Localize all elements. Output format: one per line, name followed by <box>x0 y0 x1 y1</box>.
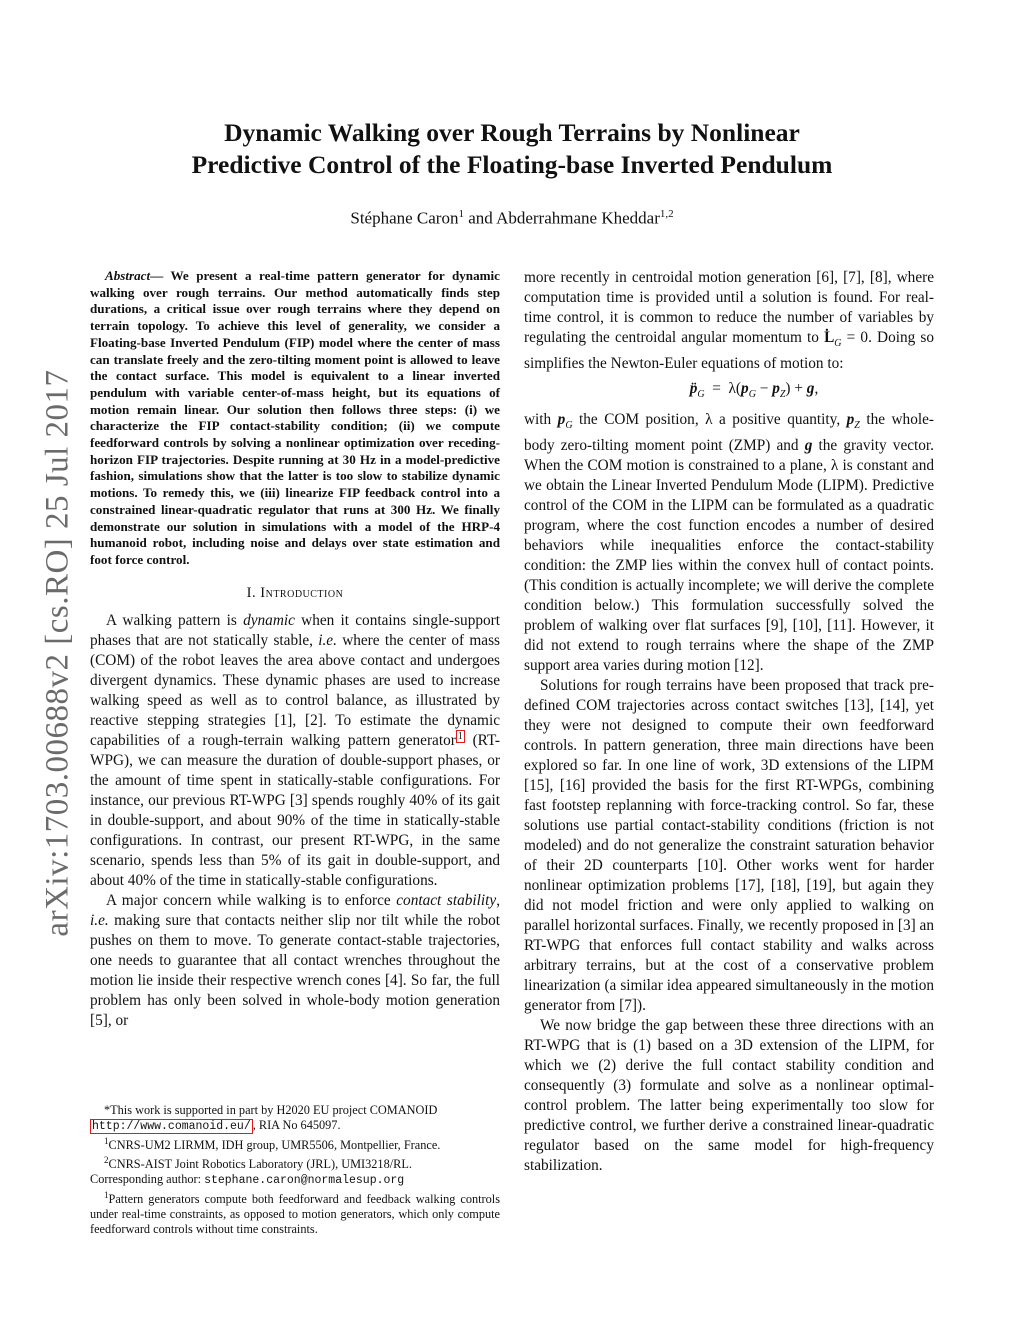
p1-text-c: where the center of mass (COM) of the robot leaves the area above contact and undergoes divergent dynamics. These dynamic phases are used to increase walking speed as well as to control balance, as illustrated by reactive stepping strategies [1], [2]. To estimate the dynamic capabilities of a rough-terrain walking pattern generator <box>90 631 500 749</box>
eq-lhs: p̈ <box>689 380 698 398</box>
corr-label: Corresponding author: <box>90 1172 205 1187</box>
right-paragraph-2 <box>524 410 934 676</box>
footnote-1 <box>90 1188 500 1237</box>
rp2-pg-sub: G <box>565 420 573 432</box>
p1-ie: i.e. <box>318 631 337 649</box>
fn1-mark: 1 <box>104 1190 109 1201</box>
eq-lhs-sub: G <box>697 389 705 401</box>
p1-text-a: A walking pattern is <box>106 611 244 629</box>
author-kheddar: Abderrahmane Kheddar <box>496 208 660 228</box>
comanoid-link[interactable]: http://www.comanoid.eu/ <box>92 1120 251 1133</box>
p2-ie: i.e. <box>90 911 109 929</box>
right-paragraph-4: We now bridge the gap between these three directions with an RT-WPG that is (1) based on a 3D extension of the LIPM, for which we (2) derive the full contact stability condition and consequently (3) formulate and solve as a nonlinear optimal-control problem. The latter being experimentally too slow for predictive control, we further derive a constrained linear-quadratic regulator based on the same model for high-frequency stabilization. <box>524 1017 934 1175</box>
footnote-affiliation-2 <box>90 1153 500 1172</box>
footnote-affiliation-1 <box>90 1134 500 1153</box>
aff1-mark: 1 <box>104 1136 109 1146</box>
title-line-1: Dynamic Walking over Rough Terrains by Nonlinear <box>224 118 800 147</box>
rp1-ldot: L̇ <box>824 329 835 346</box>
abstract-dash: — <box>150 268 171 283</box>
abstract-text: We present a real-time pattern generator for dynamic walking over rough terrains. Our method automatically finds step durations, a critical issue over rough terrains where they depend on terrain topology. To achieve this level of generality, we consider a Floating-base Inverted Pendulum (FIP) model where the center of mass can translate freely and the zero-tilting moment point is allowed to leave the contact surface. This model is equivalent to a linear inverted pendulum with variable center-of-mass height, but its equations of motion remain linear. Our solution then follows three steps: (i) we characterize the FIP contact-stability condition; (ii) we compute feedforward controls by solving a nonlinear optimization over receding-horizon FIP trajectories. Despite running at 30 Hz in a model-predictive fashion, simulations show that the latter is too slow to stabilize dynamic motions. To remedy this, we (iii) linearize FIP feedback control into a constrained linear-quadratic regulator that runs at 300 Hz. We finally demonstrate our solution in simulations with a model of the HRP-4 humanoid robot, including noise and delays over state estimation and foot force control. <box>90 268 500 567</box>
p2-text-b: , <box>496 891 501 909</box>
rp2-text-c: the whole-body zero-tilting moment point (ZMP) and <box>524 411 934 455</box>
author-caron: Stéphane Caron <box>350 208 459 228</box>
footnotes <box>90 1103 500 1237</box>
rp1-text-a: more recently in centroidal motion generation [6], [7], [8], where computation time is provided until a solution is found. For real-time control, it is common to reduce the number of variables by regulating the centroidal angular momentum to <box>524 269 934 346</box>
section-number: I. <box>246 584 261 601</box>
paper-title <box>100 117 924 181</box>
left-column <box>90 268 500 1031</box>
rp2-text-d: the gravity vector. When the COM motion is constrained to a plane, λ is constant and we obtain the Linear Inverted Pendulum Mode (LIPM). Predictive control of the COM in the LIPM can be formulated as a quadratic program, where the cost function encodes a number of desired behaviors while inequalities enforce the contact-stability condition: the ZMP lies within the convex hull of contact points. (This condition is actually incomplete; we will derive the complete condition below.) This formulation successfully solved the problem of walking over flat surfaces [9], [10], [11]. However, it did not extend to rough terrains where the shape of the ZMP support area varies during motion [12]. <box>524 437 934 675</box>
author-separator: and <box>463 208 497 228</box>
p2-text-c: making sure that contacts neither slip nor tilt while the robot pushes on them to move. To generate contact-stable trajectories, one needs to guarantee that all contact wrenches throughout the motion lie inside their respective wrench cones [4]. So far, the full problem has only been solved in whole-body motion generation [5], or <box>90 911 500 1029</box>
right-column <box>524 268 934 1176</box>
rp2-text-b: the COM position, λ a positive quantity, <box>572 411 847 429</box>
eq-p1-sub: G <box>748 389 756 401</box>
abstract <box>90 268 500 569</box>
eq-rest: ) + <box>785 380 807 398</box>
p2-contact-stability: contact stability <box>396 891 497 909</box>
aff1-text: CNRS-UM2 LIRMM, IDH group, UMR5506, Montpellier, France. <box>108 1138 441 1153</box>
author-kheddar-affiliation: 1,2 <box>659 208 674 220</box>
fn1-text: Pattern generators compute both feedforward and feedback walking controls under real-time constraints, as opposed to motion generators, which only compute feedforward controls without time constraints. <box>90 1192 500 1237</box>
section-heading-introduction <box>90 585 500 602</box>
rp1-text-b: = 0. Doing so simplifies the Newton-Euler equations of motion to: <box>524 329 934 373</box>
aff2-text: CNRS-AIST Joint Robotics Laboratory (JRL), UMI3218/RL. <box>108 1157 412 1172</box>
p1-dynamic: dynamic <box>243 611 295 629</box>
p2-text-a: A major concern while walking is to enforce <box>106 891 397 909</box>
eq-minus: − <box>755 380 773 398</box>
rp2-pg: p <box>557 411 566 429</box>
corr-email[interactable]: stephane.caron@normalesup.org <box>204 1174 405 1188</box>
p1-text-d: (RT-WPG), we can measure the duration of double-support phases, or the amount of time spent in statically-stable configurations. For instance, our previous RT-WPG [3] spends roughly 40% of its gait in double-support, and about 90% of the time in statically-stable configurations. In contrast, our present RT-WPG, in the same scenario, spends less than 5% of its gait in double-support, and about 40% of the time in statically-stable configurations. <box>90 731 500 889</box>
equation-com-dynamics <box>574 380 934 400</box>
p1-text-b: when it contains single-support phases that are not statically stable, <box>90 611 500 649</box>
rp2-g: g <box>804 437 813 455</box>
rp2-pz: p <box>846 411 855 429</box>
eq-p2-sub: Z <box>779 389 786 401</box>
abstract-label: Abstract <box>105 268 151 283</box>
eq-p2: p <box>772 380 780 398</box>
intro-paragraph-2 <box>90 891 500 1031</box>
eq-p1: p <box>741 380 749 398</box>
author-caron-affiliation: 1 <box>458 208 464 220</box>
footnote-1-link[interactable]: 1 <box>457 730 463 742</box>
right-paragraph-3: Solutions for rough terrains have been proposed that track pre-defined COM trajectories across contact switches [13], [14], yet they were not designed to compute their own feedforward controls. In pattern generation, three main directions have been explored so far. In one line of work, 3D extensions of the LIPM [15], [16] provided the basis for the first RT-WPGs, combining fast footstep replanning with force-tracking control. So far, these solutions use partial contact-stability conditions (friction is not modeled) and do not generalize the constraint saturation behavior of their 2D counterparts [10]. Other works went for harder nonlinear optimization problems [17], [18], [19], but again they did not model friction and were only applied to walking on parallel horizontal surfaces. Finally, we recently proposed in [3] an RT-WPG that enforces full contact stability and walks across arbitrary terrains, but at the cost of a conservative problem linearization (a similar idea appeared simultaneously in the motion generator from [7]). <box>524 677 934 1015</box>
rp2-text-a: with <box>524 411 558 429</box>
arxiv-identifier: arXiv:1703.00688v2 [cs.RO] 25 Jul 2017 <box>39 369 76 937</box>
support-text-end: , RIA No 645097. <box>252 1118 341 1132</box>
right-paragraph-1 <box>524 268 934 374</box>
intro-paragraph-1 <box>90 611 500 891</box>
footnote-support <box>90 1103 500 1134</box>
footnote-corresponding <box>90 1172 500 1188</box>
aff2-mark: 2 <box>104 1155 109 1166</box>
eq-equals: = λ( <box>704 380 742 398</box>
author-list <box>100 208 924 229</box>
section-title: Introduction <box>260 584 344 601</box>
support-text: *This work is supported in part by H2020 EU project COMANOID <box>104 1103 438 1117</box>
rp2-pz-sub: Z <box>854 420 860 432</box>
eq-g: g <box>806 380 815 398</box>
eq-end: , <box>814 380 819 398</box>
rp1-g: G <box>834 338 842 350</box>
title-line-2: Predictive Control of the Floating-base Inverted Pendulum <box>191 150 833 179</box>
